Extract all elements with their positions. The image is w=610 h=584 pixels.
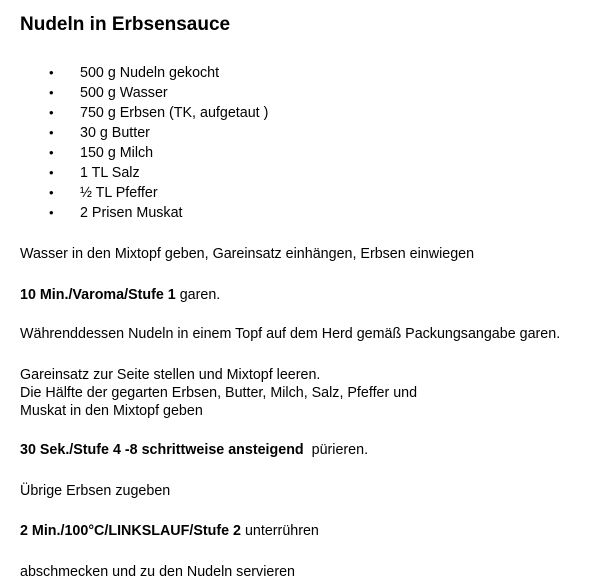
bullet-icon: • (49, 185, 54, 200)
step-4 (20, 366, 417, 420)
bullet-icon: • (49, 125, 54, 140)
bullet-icon: • (49, 85, 54, 100)
ingredient-text: 30 g Butter (80, 125, 150, 141)
step-4-line-3: Muskat in den Mixtopf geben (20, 403, 203, 419)
bullet-icon: • (49, 105, 54, 120)
ingredient-text: 750 g Erbsen (TK, aufgetaut ) (80, 105, 269, 121)
step-8: abschmecken und zu den Nudeln servieren (20, 564, 295, 580)
ingredient-text: 500 g Wasser (80, 85, 168, 101)
ingredient-text: 1 TL Salz (80, 165, 140, 181)
bullet-icon: • (49, 165, 54, 180)
step-3: Währenddessen Nudeln in einem Topf auf dem Herd gemäß Packungsangabe garen. (20, 326, 561, 342)
bullet-icon: • (49, 205, 54, 220)
step-2 (20, 286, 220, 304)
step-4-line-1: Gareinsatz zur Seite stellen und Mixtopf leeren. (20, 367, 321, 383)
step-4-line-2: Die Hälfte der gegarten Erbsen, Butter, Milch, Salz, Pfeffer und (20, 385, 418, 401)
step-6: Übrige Erbsen zugeben (20, 483, 171, 499)
recipe-title: Nudeln in Erbsensauce (20, 14, 231, 35)
step-2-setting: 10 Min./Varoma/Stufe 1 (20, 287, 176, 303)
ingredient-text: 2 Prisen Muskat (80, 205, 183, 221)
step-2-text: garen. (175, 287, 221, 303)
ingredient-text: 150 g Milch (80, 145, 154, 161)
step-5-setting: 30 Sek./Stufe 4 -8 schrittweise ansteigend (20, 442, 304, 458)
bullet-icon: • (49, 65, 54, 80)
step-7-text: unterrühren (241, 523, 319, 539)
step-7-setting: 2 Min./100°C/LINKSLAUF/Stufe 2 (20, 523, 241, 539)
bullet-icon: • (49, 145, 54, 160)
step-5 (20, 441, 368, 459)
ingredient-text: 500 g Nudeln gekocht (80, 65, 220, 81)
step-1: Wasser in den Mixtopf geben, Gareinsatz einhängen, Erbsen einwiegen (20, 246, 475, 262)
step-7 (20, 522, 319, 540)
ingredient-text: ½ TL Pfeffer (80, 185, 158, 201)
step-5-text: pürieren. (303, 442, 369, 458)
